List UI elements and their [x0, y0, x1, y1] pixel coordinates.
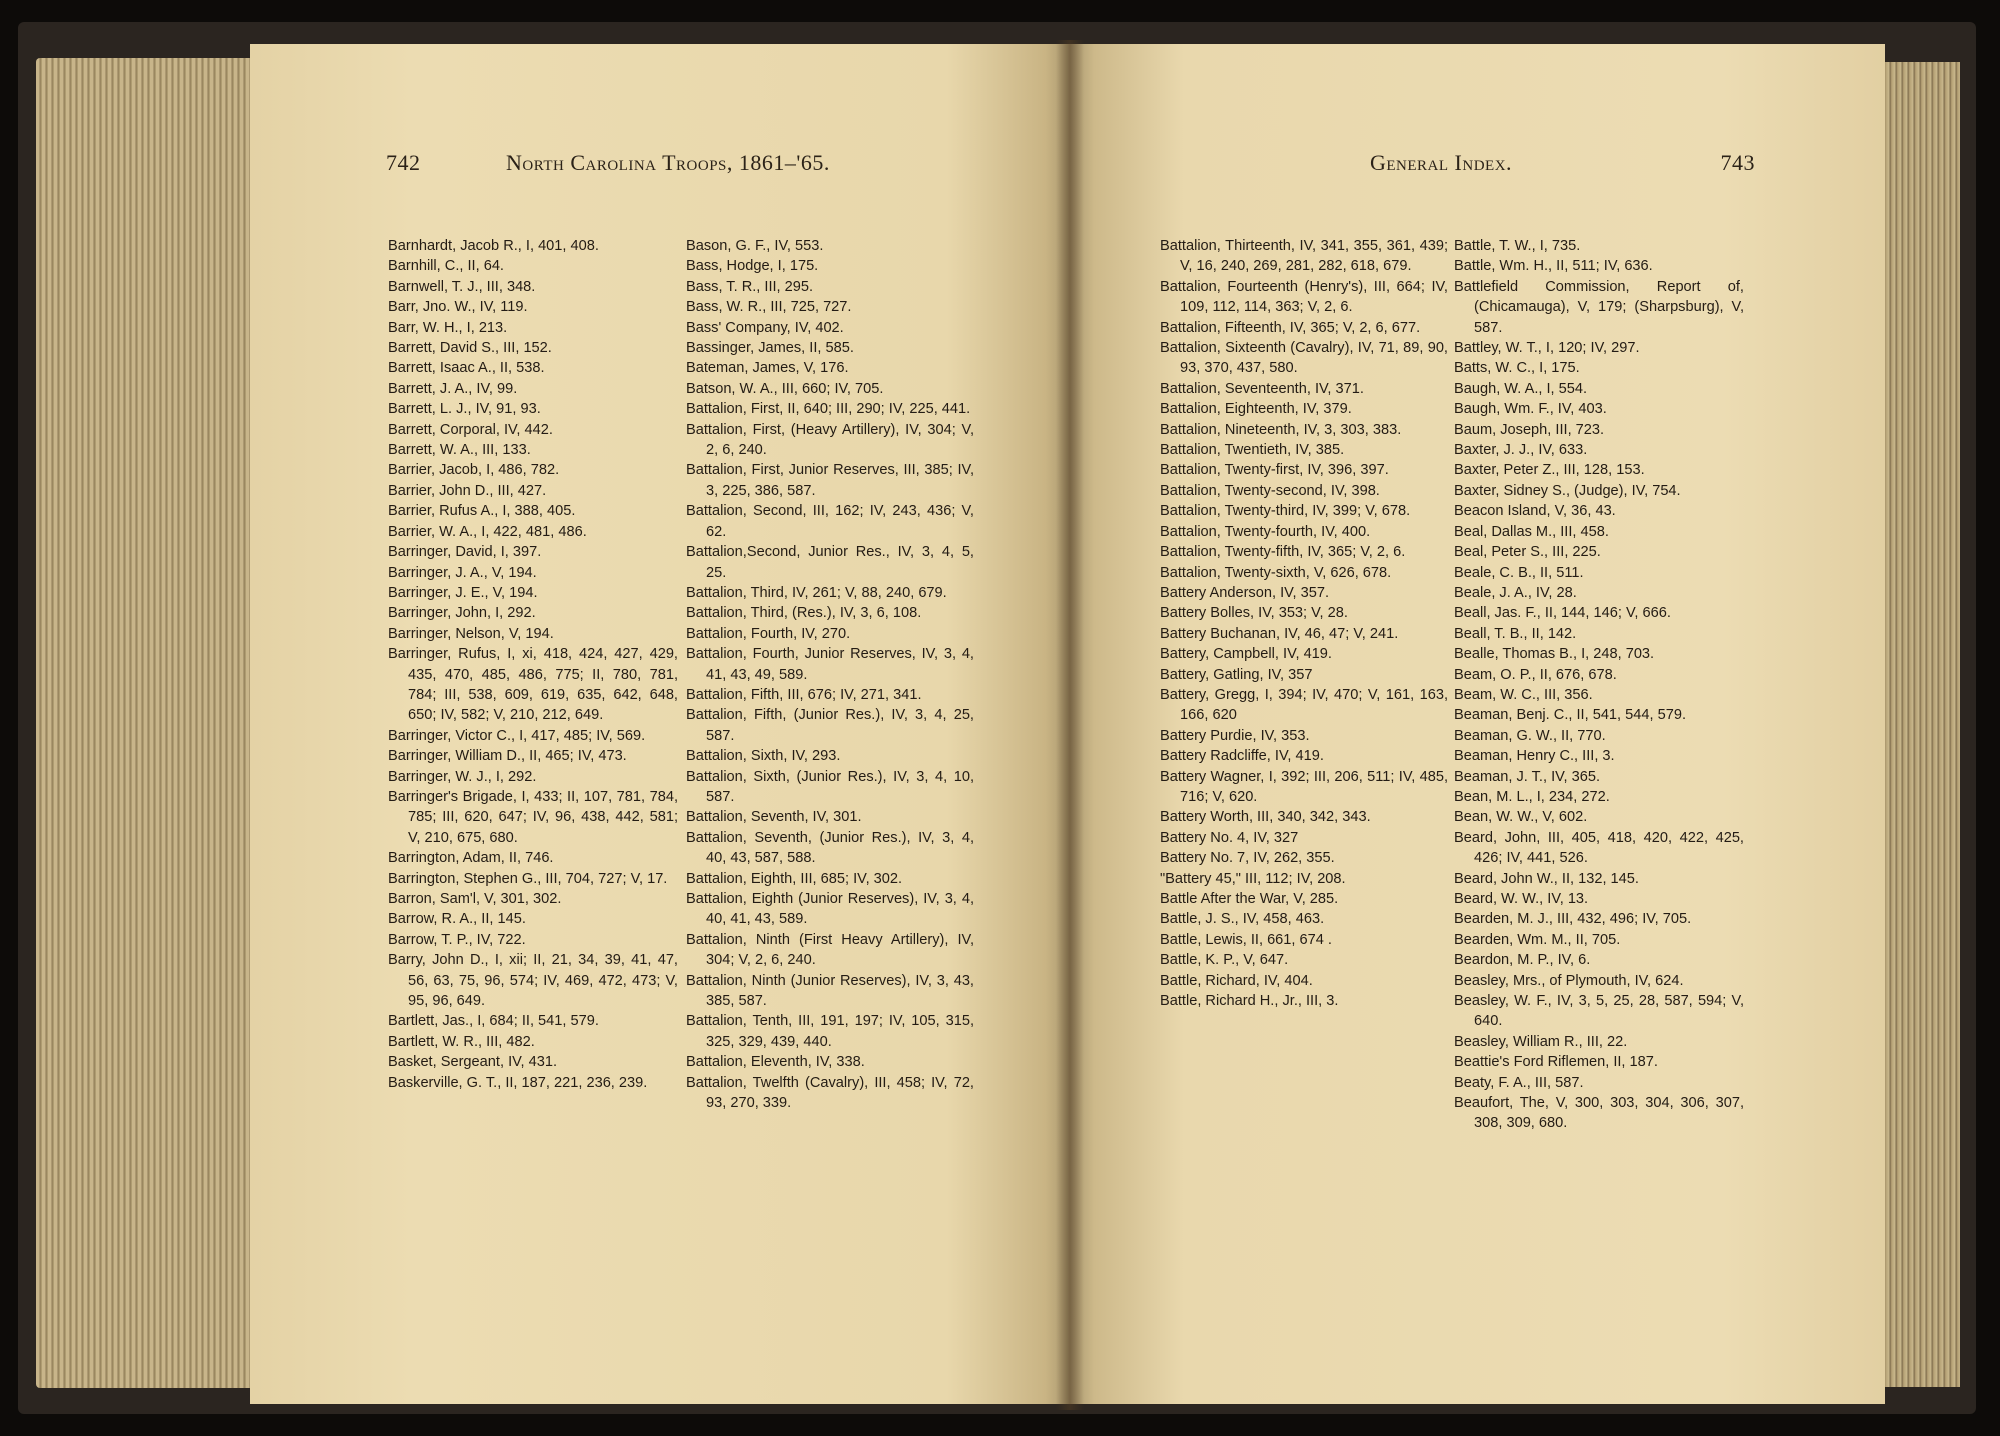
- index-entry: Barr, Jno. W., IV, 119.: [388, 299, 528, 316]
- index-entry: Beam, W. C., III, 356.: [1454, 686, 1593, 703]
- index-entry: Beale, J. A., IV, 28.: [1454, 584, 1577, 601]
- index-entry: Battalion, Sixth, (Junior Res.), IV, 3, 4, 10, 587.: [686, 768, 974, 805]
- index-entry: Beall, T. B., II, 142.: [1454, 625, 1577, 642]
- index-entry: Barrier, W. A., I, 422, 481, 486.: [388, 523, 587, 540]
- index-entry: Battle, T. W., I, 735.: [1454, 238, 1581, 254]
- index-entry: Battalion, Twentieth, IV, 385.: [1160, 442, 1345, 459]
- index-entry: Barnhardt, Jacob R., I, 401, 408.: [388, 238, 599, 254]
- index-entry: Battalion, First, (Heavy Artillery), IV, 304; V, 2, 6, 240.: [686, 421, 974, 459]
- index-entry: Battalion, First, II, 640; III, 290; IV, 225, 441.: [686, 401, 971, 418]
- index-entry: Battalion, Fourth, Junior Reserves, IV, 3, 4, 41, 43, 49, 589.: [686, 646, 974, 683]
- index-entry: Bearden, M. J., III, 432, 496; IV, 705.: [1454, 911, 1692, 928]
- index-entry: Barry, John D., I, xii; II, 21, 34, 39, 41, 47, 56, 63, 75, 96, 574; IV, 469, 472, 473; V, 95, 96, 649.: [388, 952, 678, 1010]
- index-entry: Bass' Company, IV, 402.: [686, 319, 844, 336]
- index-entry: Bartlett, Jas., I, 684; II, 541, 579.: [388, 1013, 599, 1030]
- index-entry: Beall, Jas. F., II, 144, 146; V, 666.: [1454, 605, 1671, 622]
- index-entry: Battalion, Fifteenth, IV, 365; V, 2, 6, 677.: [1160, 319, 1421, 336]
- right-index-column-2: [1454, 236, 1744, 1134]
- index-entry: Barrier, John D., III, 427.: [388, 482, 547, 499]
- index-entry: Beaman, Benj. C., II, 541, 544, 579.: [1454, 707, 1687, 724]
- left-index-column-1: [388, 236, 678, 1093]
- index-entry: Barron, Sam'l, V, 301, 302.: [388, 891, 562, 907]
- index-entry: Barrier, Rufus A., I, 388, 405.: [388, 503, 576, 520]
- index-entry: Baugh, Wm. F., IV, 403.: [1454, 401, 1607, 418]
- index-entry: Battalion, First, Junior Reserves, III, 385; IV, 3, 225, 386, 587.: [686, 462, 974, 499]
- left-page-header: [386, 150, 1046, 190]
- index-entry: Battle, K. P., V, 647.: [1160, 952, 1289, 969]
- index-entry: Battalion, Fifth, (Junior Res.), IV, 3, 4, 25, 587.: [686, 707, 974, 744]
- index-entry: Battalion, Second, III, 162; IV, 243, 436; V, 62.: [686, 503, 974, 540]
- index-entry: Battalion, Twelfth (Cavalry), III, 458; IV, 72, 93, 270, 339.: [686, 1074, 974, 1112]
- index-entry: Battalion, Twenty-third, IV, 399; V, 678.: [1160, 503, 1411, 520]
- index-entry: Battery Radcliffe, IV, 419.: [1160, 748, 1324, 765]
- index-entry: Barrett, L. J., IV, 91, 93.: [388, 401, 541, 418]
- index-entry: Battalion, Eighteenth, IV, 379.: [1160, 401, 1352, 418]
- index-entry: Baxter, Peter Z., III, 128, 153.: [1454, 462, 1645, 479]
- index-entry: Battalion, Twenty-sixth, V, 626, 678.: [1160, 564, 1392, 581]
- index-entry: Barringer, William D., II, 465; IV, 473.: [388, 748, 627, 765]
- index-entry: Bass, Hodge, I, 175.: [686, 258, 819, 275]
- index-entry: Battle, Richard H., Jr., III, 3.: [1160, 993, 1339, 1010]
- index-entry: Bean, W. W., V, 602.: [1454, 809, 1588, 826]
- index-entry: Barrow, T. P., IV, 722.: [388, 931, 526, 948]
- index-entry: Beard, W. W., IV, 13.: [1454, 891, 1589, 907]
- index-entry: Battalion, Twenty-second, IV, 398.: [1160, 482, 1380, 499]
- right-page-edges: [1880, 62, 1960, 1387]
- index-entry: Battalion, Seventeenth, IV, 371.: [1160, 380, 1364, 397]
- index-entry: Beal, Dallas M., III, 458.: [1454, 523, 1609, 540]
- index-entry: Bealle, Thomas B., I, 248, 703.: [1454, 646, 1655, 663]
- index-entry: Barrett, J. A., IV, 99.: [388, 380, 518, 397]
- book-gutter: [1056, 40, 1084, 1410]
- index-entry: Bassinger, James, II, 585.: [686, 340, 854, 357]
- index-entry: Battle, J. S., IV, 458, 463.: [1160, 911, 1325, 928]
- index-entry: Beaman, Henry C., III, 3.: [1454, 748, 1615, 765]
- index-entry: Battalion, Twenty-fifth, IV, 365; V, 2, 6.: [1160, 544, 1406, 561]
- index-entry: Battalion, Third, IV, 261; V, 88, 240, 679.: [686, 584, 947, 601]
- index-entry: Battalion, Nineteenth, IV, 3, 303, 383.: [1160, 421, 1402, 438]
- index-entry: Battalion, Fourth, IV, 270.: [686, 625, 851, 642]
- index-entry: Barnwell, T. J., III, 348.: [388, 278, 536, 295]
- index-entry: Beard, John, III, 405, 418, 420, 422, 425, 426; IV, 441, 526.: [1454, 829, 1744, 867]
- index-entry: Barringer, J. E., V, 194.: [388, 584, 538, 601]
- index-entry: Batts, W. C., I, 175.: [1454, 360, 1580, 377]
- index-entry: Barrett, W. A., III, 133.: [388, 442, 531, 459]
- index-entry: "Battery 45," III, 112; IV, 208.: [1160, 870, 1346, 887]
- index-entry: Beaman, J. T., IV, 365.: [1454, 768, 1601, 785]
- index-entry: Beardon, M. P., IV, 6.: [1454, 952, 1591, 969]
- index-entry: Barrett, Corporal, IV, 442.: [388, 421, 553, 438]
- index-entry: Bateman, James, V, 176.: [686, 360, 849, 377]
- index-entry: Barringer, John, I, 292.: [388, 605, 536, 622]
- right-running-head: General Index.: [1370, 150, 1513, 175]
- index-entry: Baum, Joseph, III, 723.: [1454, 421, 1605, 438]
- index-entry: Barringer, J. A., V, 194.: [388, 564, 537, 581]
- index-entry: Battley, W. T., I, 120; IV, 297.: [1454, 340, 1640, 357]
- index-entry: Barrington, Stephen G., III, 704, 727; V, 17.: [388, 870, 668, 887]
- index-entry: Battalion, Twenty-fourth, IV, 400.: [1160, 523, 1371, 540]
- left-index-column-2: [686, 236, 974, 1113]
- index-entry: Basket, Sergeant, IV, 431.: [388, 1054, 558, 1071]
- index-entry: Bass, W. R., III, 725, 727.: [686, 299, 852, 316]
- right-page-header: [1370, 150, 1755, 190]
- index-entry: Beasley, Mrs., of Plymouth, IV, 624.: [1454, 972, 1684, 989]
- index-entry: Beaufort, The, V, 300, 303, 304, 306, 307, 308, 309, 680.: [1454, 1095, 1744, 1132]
- index-entry: Barringer, Victor C., I, 417, 485; IV, 569.: [388, 727, 646, 744]
- index-entry: Barringer, Nelson, V, 194.: [388, 625, 554, 642]
- index-entry: Baxter, Sidney S., (Judge), IV, 754.: [1454, 482, 1681, 499]
- index-entry: Beal, Peter S., III, 225.: [1454, 544, 1601, 561]
- index-entry: Battalion, Eighth (Junior Reserves), IV, 3, 4, 40, 41, 43, 589.: [686, 891, 974, 928]
- index-entry: Baskerville, G. T., II, 187, 221, 236, 239.: [388, 1074, 648, 1091]
- index-entry: Battalion, Eighth, III, 685; IV, 302.: [686, 870, 903, 887]
- index-entry: Barrett, David S., III, 152.: [388, 340, 552, 357]
- index-entry: Battery Buchanan, IV, 46, 47; V, 241.: [1160, 625, 1399, 642]
- index-entry: Battalion, Thirteenth, IV, 341, 355, 361, 439; V, 16, 240, 269, 281, 282, 618, 679.: [1160, 238, 1448, 275]
- index-entry: Battery Wagner, I, 392; III, 206, 511; IV, 485, 716; V, 620.: [1160, 768, 1448, 805]
- index-entry: Barrier, Jacob, I, 486, 782.: [388, 462, 560, 479]
- index-entry: Battalion, Sixteenth (Cavalry), IV, 71, 89, 90, 93, 370, 437, 580.: [1160, 340, 1448, 377]
- index-entry: Battle After the War, V, 285.: [1160, 891, 1339, 907]
- index-entry: Battery, Gatling, IV, 357: [1160, 666, 1313, 683]
- index-entry: Beasley, William R., III, 22.: [1454, 1033, 1628, 1050]
- index-entry: Battery Worth, III, 340, 342, 343.: [1160, 809, 1371, 826]
- index-entry: Battle, Richard, IV, 404.: [1160, 972, 1313, 989]
- index-entry: Battery Anderson, IV, 357.: [1160, 584, 1330, 601]
- index-entry: Battalion, Fifth, III, 676; IV, 271, 341.: [686, 686, 922, 703]
- index-entry: Barringer's Brigade, I, 433; II, 107, 781, 784, 785; III, 620, 647; IV, 96, 438, 442, 581; V, 210, 675, 680.: [388, 788, 678, 846]
- index-entry: Battalion, Twenty-first, IV, 396, 397.: [1160, 462, 1389, 479]
- index-entry: Battery No. 7, IV, 262, 355.: [1160, 850, 1335, 867]
- index-entry: Battery No. 4, IV, 327: [1160, 829, 1299, 846]
- index-entry: Beam, O. P., II, 676, 678.: [1454, 666, 1617, 683]
- index-entry: Barringer, Rufus, I, xi, 418, 424, 427, 429, 435, 470, 485, 486, 775; II, 780, 781, 784; III, 538, 609, 619, 635, 642, 648, 650; IV, 582; V, 210, 212, 649.: [388, 646, 678, 724]
- index-entry: Battalion, Eleventh, IV, 338.: [686, 1054, 865, 1071]
- index-entry: Battery, Gregg, I, 394; IV, 470; V, 161, 163, 166, 620: [1160, 686, 1448, 724]
- right-page-number: 743: [1720, 150, 1755, 175]
- left-page-edges: [36, 58, 256, 1388]
- index-entry: Battalion, Third, (Res.), IV, 3, 6, 108.: [686, 605, 922, 622]
- index-entry: Battle, Lewis, II, 661, 674 .: [1160, 931, 1332, 948]
- index-entry: Battery Bolles, IV, 353; V, 28.: [1160, 605, 1348, 622]
- index-entry: Bass, T. R., III, 295.: [686, 278, 814, 295]
- index-entry: Barr, W. H., I, 213.: [388, 319, 508, 336]
- index-entry: Bean, M. L., I, 234, 272.: [1454, 788, 1610, 805]
- index-entry: Baugh, W. A., I, 554.: [1454, 380, 1588, 397]
- index-entry: Beattie's Ford Riflemen, II, 187.: [1454, 1054, 1658, 1071]
- index-entry: Battalion, Ninth (First Heavy Artillery), IV, 304; V, 2, 6, 240.: [686, 931, 974, 969]
- index-entry: Battalion,Second, Junior Res., IV, 3, 4, 5, 25.: [686, 544, 974, 581]
- index-entry: Bason, G. F., IV, 553.: [686, 238, 824, 254]
- index-entry: Batson, W. A., III, 660; IV, 705.: [686, 380, 884, 397]
- index-entry: Battle, Wm. H., II, 511; IV, 636.: [1454, 258, 1653, 275]
- index-entry: Battalion, Seventh, IV, 301.: [686, 809, 862, 826]
- right-index-column-1: [1160, 236, 1448, 1011]
- left-page-number: 742: [386, 150, 421, 175]
- index-entry: Bartlett, W. R., III, 482.: [388, 1033, 535, 1050]
- index-entry: Battery Purdie, IV, 353.: [1160, 727, 1310, 744]
- index-entry: Beacon Island, V, 36, 43.: [1454, 503, 1616, 520]
- index-entry: Beard, John W., II, 132, 145.: [1454, 870, 1639, 887]
- index-entry: Barrett, Isaac A., II, 538.: [388, 360, 545, 377]
- index-entry: Beaman, G. W., II, 770.: [1454, 727, 1606, 744]
- index-entry: Battalion, Sixth, IV, 293.: [686, 748, 841, 765]
- index-entry: Barnhill, C., II, 64.: [388, 258, 504, 275]
- index-entry: Barrington, Adam, II, 746.: [388, 850, 554, 867]
- index-entry: Bearden, Wm. M., II, 705.: [1454, 931, 1621, 948]
- index-entry: Barringer, W. J., I, 292.: [388, 768, 537, 785]
- index-entry: Battlefield Commission, Report of, (Chicamauga), V, 179; (Sharpsburg), V, 587.: [1454, 278, 1744, 336]
- index-entry: Barringer, David, I, 397.: [388, 544, 542, 561]
- index-entry: Battalion, Fourteenth (Henry's), III, 664; IV, 109, 112, 114, 363; V, 2, 6.: [1160, 278, 1448, 316]
- index-entry: Beaty, F. A., III, 587.: [1454, 1074, 1584, 1091]
- index-entry: Beale, C. B., II, 511.: [1454, 564, 1584, 581]
- index-entry: Beasley, W. F., IV, 3, 5, 25, 28, 587, 594; V, 640.: [1454, 993, 1744, 1030]
- index-entry: Battalion, Ninth (Junior Reserves), IV, 3, 43, 385, 587.: [686, 972, 974, 1010]
- index-entry: Baxter, J. J., IV, 633.: [1454, 442, 1588, 459]
- index-entry: Battalion, Seventh, (Junior Res.), IV, 3, 4, 40, 43, 587, 588.: [686, 829, 974, 867]
- index-entry: Barrow, R. A., II, 145.: [388, 911, 526, 928]
- left-running-head: North Carolina Troops, 1861–'65.: [506, 150, 830, 175]
- index-entry: Battalion, Tenth, III, 191, 197; IV, 105, 315, 325, 329, 439, 440.: [686, 1013, 974, 1050]
- index-entry: Battery, Campbell, IV, 419.: [1160, 646, 1332, 663]
